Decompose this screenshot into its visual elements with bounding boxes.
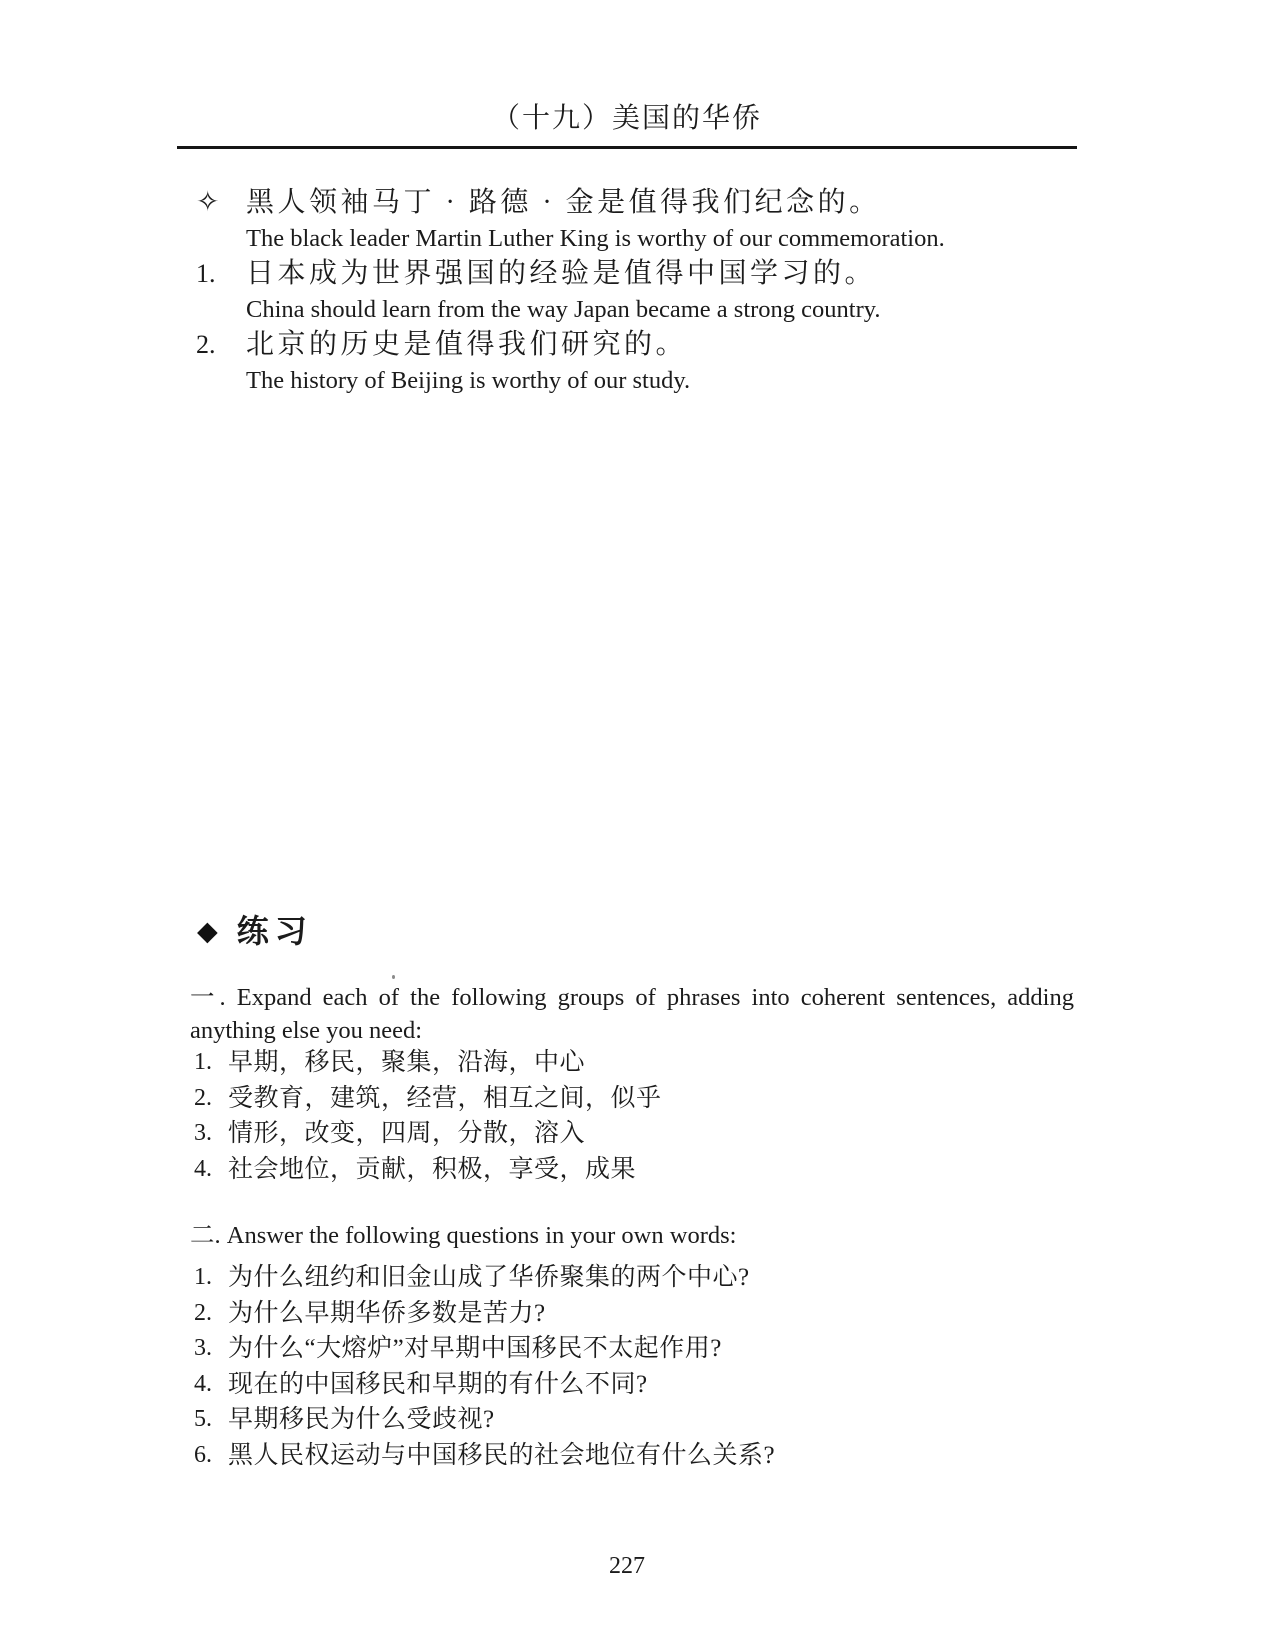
list-item bbox=[194, 1332, 1074, 1368]
example-chinese-text: 黑人领袖马丁 · 路德 · 金是值得我们纪念的。 bbox=[246, 187, 881, 218]
list-item bbox=[194, 1046, 1074, 1082]
list-item bbox=[194, 1403, 1074, 1439]
example-english-text: China should learn from the way Japan became a strong country. bbox=[246, 296, 881, 323]
list-item bbox=[194, 1082, 1074, 1118]
item-text: 社会地位，贡献，积极，享受，成果 bbox=[228, 1155, 637, 1183]
example-item bbox=[196, 255, 1076, 326]
four-pointed-star-icon: ✧ bbox=[196, 187, 220, 218]
part2-intro: 二. Answer the following questions in your own words: bbox=[190, 1222, 737, 1249]
header-rule bbox=[177, 146, 1077, 149]
example-item bbox=[196, 326, 1076, 397]
phrase-list bbox=[194, 1046, 1074, 1188]
item-number: 1. bbox=[194, 1264, 212, 1290]
item-number: 3. bbox=[194, 1120, 212, 1146]
item-number: 2. bbox=[194, 1299, 212, 1326]
chapter-title: （十九）美国的华侨 bbox=[491, 103, 762, 134]
item-number: 3. bbox=[194, 1335, 212, 1362]
item-text: 受教育，建筑，经营，相互之间，似乎 bbox=[228, 1084, 662, 1112]
list-item bbox=[194, 1153, 1074, 1189]
item-number: 1. bbox=[194, 1049, 212, 1075]
item-text: 为什么“大熔炉”对早期中国移民不太起作用? bbox=[228, 1335, 722, 1363]
example-number: 2. bbox=[196, 330, 216, 359]
scan-artifact-dot bbox=[392, 975, 395, 979]
exercises-title: 练习 bbox=[236, 913, 313, 949]
example-chinese-row bbox=[196, 255, 1076, 293]
item-text: 现在的中国移民和早期的有什么不同? bbox=[228, 1370, 648, 1398]
question-list bbox=[194, 1261, 1074, 1475]
diamond-icon: ◆ bbox=[197, 916, 218, 946]
item-number: 2. bbox=[194, 1084, 212, 1111]
example-list bbox=[196, 184, 1076, 397]
item-text: 为什么早期华侨多数是苦力? bbox=[228, 1299, 546, 1327]
example-english-text: The history of Beijing is worthy of our study. bbox=[246, 367, 691, 394]
part1-intro bbox=[190, 981, 1074, 1047]
example-item bbox=[196, 184, 1076, 255]
item-text: 情形，改变，四周，分散，溶入 bbox=[228, 1120, 586, 1147]
list-item bbox=[194, 1368, 1074, 1404]
list-item bbox=[194, 1439, 1074, 1475]
example-english-text: The black leader Martin Luther King is worthy of our commemoration. bbox=[246, 225, 945, 252]
page-number: 227 bbox=[609, 1553, 645, 1579]
example-number: 1. bbox=[196, 259, 216, 288]
example-chinese-row bbox=[196, 326, 1076, 364]
item-number: 5. bbox=[194, 1406, 212, 1433]
item-text: 早期移民为什么受歧视? bbox=[228, 1406, 495, 1434]
exercises-heading bbox=[197, 912, 313, 950]
item-number: 4. bbox=[194, 1370, 212, 1397]
item-text: 为什么纽约和旧金山成了华侨聚集的两个中心? bbox=[228, 1264, 750, 1291]
part1-intro-line1: 一. Expand each of the following groups of phrases into coherent sentences, adding bbox=[190, 984, 1074, 1011]
example-chinese-row bbox=[196, 184, 1076, 222]
example-chinese-text: 日本成为世界强国的经验是值得中国学习的。 bbox=[246, 258, 877, 289]
item-number: 4. bbox=[194, 1155, 212, 1182]
item-text: 黑人民权运动与中国移民的社会地位有什么关系? bbox=[228, 1441, 776, 1469]
list-item bbox=[194, 1261, 1074, 1297]
list-item bbox=[194, 1297, 1074, 1333]
part1-intro-line2: anything else you need: bbox=[190, 1017, 423, 1044]
example-chinese-text: 北京的历史是值得我们研究的。 bbox=[246, 329, 688, 360]
item-number: 6. bbox=[194, 1441, 212, 1468]
list-item bbox=[194, 1117, 1074, 1153]
item-text: 早期，移民，聚集，沿海，中心 bbox=[228, 1049, 586, 1076]
